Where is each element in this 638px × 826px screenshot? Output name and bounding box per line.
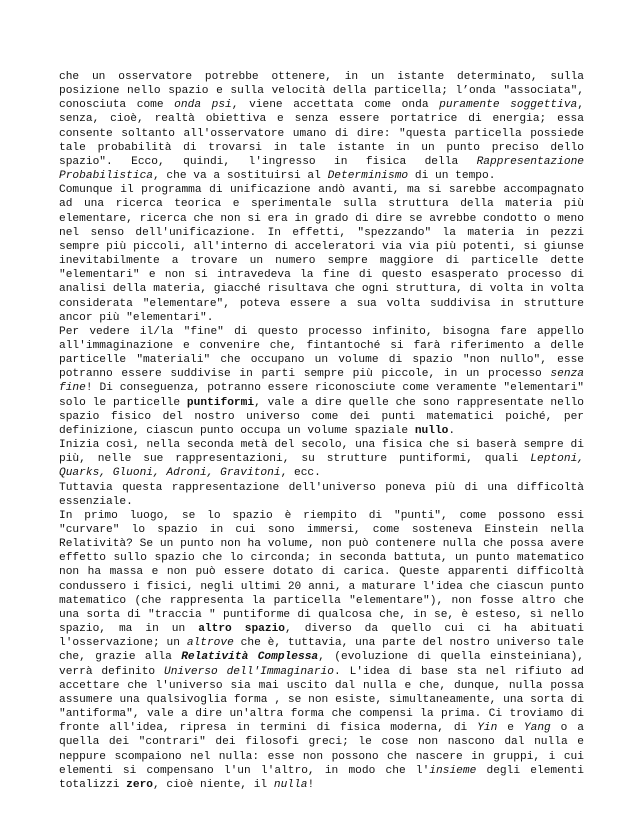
text-run: degli elementi totalizzi [59,764,584,791]
text-run: Relatività Complessa [181,651,319,664]
text-run: , vale a dire quelle che sono rappresentate nello spazio fisico del nostro universo come dei punti matematici poiché, per definizione, ciascun punto occupa un volume spaziale [59,396,584,437]
text-run: Leptoni, Quarks, Gluoni, Adroni, Gravitoni [59,453,584,480]
text-run: , (evoluzione di quella einsteiniana), verrà definito [59,651,584,678]
text-run: , che va a sostituirsi al [153,170,328,183]
text-run: nulla [273,778,308,791]
text-run: . [448,424,456,437]
text-run: puramente soggettiva [439,99,578,112]
text-run: puntiformi [186,396,255,409]
text-run: onda psi [174,99,232,112]
text-run: e [497,722,524,735]
text-run: , viene accettata come onda [231,99,440,112]
paragraph-6 [59,509,584,792]
text-run: , cioè niente, il [153,778,274,791]
text-run: o a quella dei "contrari" dei filosofi greci; le cose non nascono dal nulla e neppure scompaiono nel nulla: esse non possono che nascere in gruppi, i cui elementi si compensano l'un l'altro, in modo che l' [59,722,585,777]
text-run: di un tempo. [408,170,496,183]
text-run: che è, tuttavia, una parte del nostro universo tale che, grazie alla [59,637,585,664]
paragraph-5 [59,481,584,509]
paragraph-2 [59,183,584,325]
text-run: , senza, cioè, realtà obiettiva e senza essere portatrice di energia; essa consente soltanto all'osservatore umano di dire: "questa particella possiede tale probabilità di trovarsi in tale istante in un punto preciso dello spazio". Ecco, quindi, l'ingresso in fisica della [59,99,584,168]
text-run: zero [126,778,153,791]
paragraph-3 [59,325,584,438]
text-run: ! [307,778,315,791]
text-run: ! Di conseguenza, potranno essere riconosciute come veramente "elementari" solo le particelle [59,382,584,409]
paragraph-4 [59,438,584,480]
text-run: nullo [414,424,449,437]
text-run: Tuttavia questa rappresentazione dell'universo poneva più di una difficoltà essenziale. [59,481,584,508]
text-run: senza fine [59,368,584,395]
text-run: Per vedere il/la "fine" di questo processo infinito, bisogna fare appello all'immaginazione e convenire che, fintantoché si farà riferimento a delle particelle "materiali" che occupano un volume di spazio "non nullo", esse potranno essere suddivise in parti sempre più piccole, in un processo [59,325,584,381]
text-run: , ecc. [280,467,321,480]
text-run: altrove [186,637,234,650]
text-run: Determinismo [327,170,409,183]
text-run: Rappresentazione Probabilistica [59,155,584,183]
text-run: In primo luogo, se lo spazio è riempito di "punti", come possono essi "curvare" lo spazio in cui sono immersi, come sosteneva Einstein nella Relatività? Se un punto non ha volume, non può contenere nulla che possa avere effetto sullo spazio che lo circonda; in seconda battuta, un punto matematico non ha massa e non può essere dotato di carica. Queste apparenti difficoltà condussero i fisici, negli ultimi 20 anni, a maturare l'idea che ciascun punto matematico (che rappresenta la particella "elementare"), non fosse altro che una sorta di "traccia " puntiforme di qualcosa che, in se, è esteso, sì nello spazio, ma in un [59,509,584,636]
text-run: , diverso da quello cui ci ha abituati l'osservazione; un [59,623,584,650]
text-run: insieme [429,764,477,777]
paragraph-1 [59,70,584,183]
text-run: Yang [523,722,551,735]
text-run: altro spazio [198,623,286,636]
text-run: Inizia così, nella seconda metà del secolo, una fisica che si baserà sempre di più, nelle sue rappresentazioni, su strutture puntiformi, quali [59,439,584,466]
text-run: Universo dell'Immaginario [164,665,334,678]
document-page [59,70,584,792]
text-run: . L'idea di base sta nel rifiuto ad accettare che l'universo sia mai uscito dal nulla e che, dunque, nulla possa assumere una qualsivoglia forma , se non esiste, simultaneamente, una sorta di "antiforma", vale a dire un'altra forma che compensi la prima. Ci troviamo di fronte all'idea, ripresa in termini di fisica moderna, di [59,665,584,735]
text-run: Yin [477,722,498,735]
text-run: che un osservatore potrebbe ottenere, in un istante determinato, sulla posizione nello spazio e sulla velocità della particella; l’onda "associata", conosciuta come [59,71,584,112]
text-run: Comunque il programma di unificazione andò avanti, ma si sarebbe accompagnato ad una ricerca teorica e sperimentale sulla struttura della materia più elementare, ricerca che non si era in grado di dire se avrebbe condotto o meno nel senso dell'unificazione. In effetti, "spezzando" la materia in pezzi sempre più piccoli, all'interno di acceleratori via via più potenti, si giunse inevitabilmente a trovare un numero sempre maggiore di particelle dette "elementari" e non si intravedeva la fine di questo esasperato processo di analisi della materia, giacché risultava che ogni struttura, di volta in volta considerata "elementare", poteva essere a sua volta suddivisa in strutture ancor più "elementari". [59,184,584,324]
